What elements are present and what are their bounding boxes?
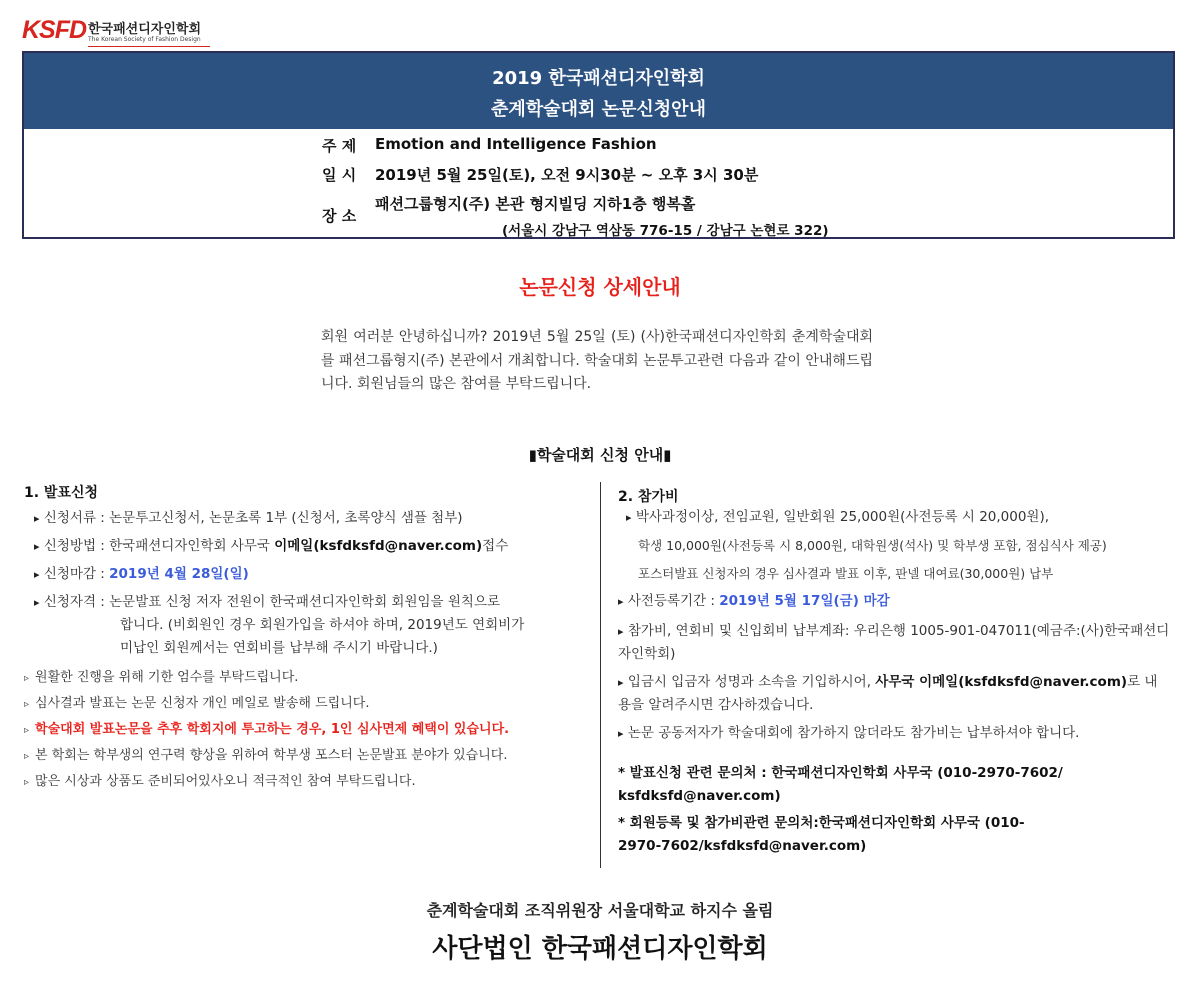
place-value: 패션그룹형지(주) 본관 형지빌딩 지하1층 행복홀 [375,195,696,213]
triangle-bullet-icon: ▸ [618,676,624,689]
presentation-application-section [24,482,576,789]
triangle-bullet-icon: ▸ [34,512,40,525]
contact-presentation: * 발표신청 관련 문의처 : 한국패션디자인학회 사무국 (010-2970-7602/ ksfdksfd@naver.com) [618,765,1063,804]
qualification-line3: 미납인 회원께서는 연회비를 납부해 주시기 바랍니다.) [120,640,438,656]
qualification-item [34,591,579,660]
triangle-bullet-icon: ▸ [34,596,40,609]
society-name: 사단법인 한국패션디자인학회 [432,934,768,964]
qualification-line2: 합니다. (비회원인 경우 회원가입을 하셔야 하며, 2019년도 연회비가 [120,617,525,633]
date-value: 2019년 5월 25일(토), 오전 9시30분 ~ 오후 3시 30분 [375,166,759,184]
payment-account-item: ▸ 참가비, 연회비 및 신입회비 납부계좌: 우리은행 1005-901-047011(예금주:(사)한국패션디자인학회) [618,623,1170,662]
deadline-label: 신청마감 : [43,566,105,582]
method-label: 신청방법 : [43,538,105,554]
note-item-highlight: ▹ 학술대회 발표논문을 추후 학회지에 투고하는 경우, 1인 심사면제 혜택이 있습니다. [24,722,510,737]
triangle-bullet-icon: ▸ [618,727,624,740]
preregistration-deadline: 2019년 5월 17일(금) 마감 [719,593,890,609]
title-banner [24,53,1173,129]
triangle-bullet-icon: ▸ [618,595,624,608]
place-label: 장 소 [322,207,357,225]
place-address: (서울시 강남구 역삼동 776-15 / 강남구 논현로 322) [502,223,829,239]
method-suffix: 접수 [482,538,509,554]
hollow-triangle-icon: ▹ [24,777,30,788]
presentation-heading: 1. 발표신청 [24,485,99,501]
triangle-bullet-icon: ▸ [34,540,40,553]
logo-underline [88,46,210,47]
deadline-value: 2019년 4월 28일(일) [109,566,249,582]
triangle-bullet-icon: ▸ [618,625,624,638]
greeting-text: 회원 여러분 안녕하십니까? 2019년 5월 25일 (토) (사)한국패션디자인학회 춘계학술대회를 패션그룹형지(주) 본관에서 개최합니다. 학술대회 논문투고관련 다음과 같이 안내해드립니다. 회원님들의 많은 참여를 부탁드립니다. [321,329,873,392]
triangle-bullet-icon: ▸ [626,511,632,524]
deposit-item: ▸ 입금시 입금자 성명과 소속을 기입하시어, 사무국 이메일(ksfdksfd@naver.com)로 내용을 알려주시면 감사하겠습니다. [618,674,1158,713]
topic-value: Emotion and Intelligence Fashion [375,135,657,153]
method-value: 한국패션디자인학회 사무국 [109,538,275,554]
method-item [34,535,579,558]
docs-label: 신청서류 : [43,510,105,526]
deadline-item [34,563,579,586]
fee-regular: ▸ 박사과정이상, 전임교원, 일반회원 25,000원(사전등록 시 20,000원), [626,509,1050,525]
logo-name-en: The Korean Society of Fashion Design [88,36,201,43]
application-guide-heading: ▮학술대회 신청 안내▮ [528,446,672,464]
qualification-label: 신청자격 : [43,594,105,610]
triangle-bullet-icon: ▸ [34,568,40,581]
column-divider [600,482,601,868]
hollow-triangle-icon: ▹ [24,673,30,684]
event-info-box [22,51,1175,239]
qualification-line1: 논문발표 신청 저자 전원이 한국패션디자인학회 회원임을 원칙으로 [109,594,501,610]
topic-label: 주 제 [322,137,357,155]
logo-name-ko: 한국패션디자인학회 [88,22,202,37]
organizer-signature: 춘계학술대회 조직위원장 서울대학교 하지수 올림 [426,901,774,920]
fee-student: 학생 10,000원(사전등록 시 8,000원, 대학원생(석사) 및 학부생 포함, 점심식사 제공) [638,538,1107,553]
hollow-triangle-icon: ▹ [24,751,30,762]
date-label: 일 시 [322,166,357,184]
note-item: ▹ 많은 시상과 상품도 준비되어있사오니 적극적인 참여 부탁드립니다. [24,774,416,789]
deposit-email: 사무국 이메일(ksfdksfd@naver.com) [875,674,1128,690]
method-email: 이메일(ksfdksfd@naver.com) [274,538,483,554]
banner-title-line2: 춘계학술대회 논문신청안내 [491,99,706,120]
note-item: ▹ 심사결과 발표는 논문 신청자 개인 메일로 발송해 드립니다. [24,696,370,711]
hollow-triangle-icon: ▹ [24,725,30,736]
fee-section [618,482,1170,854]
logo-mark: KSFD [22,16,87,44]
note-item: ▹ 본 학회는 학부생의 연구력 향상을 위하여 학부생 포스터 논문발표 분야가 있습니다. [24,748,508,763]
banner-title-line1: 2019 한국패션디자인학회 [492,68,705,89]
preregistration-item: ▸ 사전등록기간 : 2019년 5월 17일(금) 마감 [618,593,890,609]
section-title: 논문신청 상세안내 [519,275,681,299]
hollow-triangle-icon: ▹ [24,699,30,710]
docs-item [34,507,579,530]
fee-poster: 포스터발표 신청자의 경우 심사결과 발표 이후, 판넬 대여료(30,000원) 납부 [638,566,1054,581]
contact-registration: * 회원등록 및 참가비관련 문의처:한국패션디자인학회 사무국 (010-2970-7602/ksfdksfd@naver.com) [618,815,1025,854]
docs-value: 논문투고신청서, 논문초록 1부 (신청서, 초록양식 샘플 첨부) [109,510,463,526]
fee-heading: 2. 참가비 [618,489,679,505]
note-item: ▹ 원활한 진행을 위해 기한 엄수를 부탁드립니다. [24,670,299,685]
coauthor-item: ▸ 논문 공동저자가 학술대회에 참가하지 않더라도 참가비는 납부하셔야 합니다. [618,725,1080,741]
